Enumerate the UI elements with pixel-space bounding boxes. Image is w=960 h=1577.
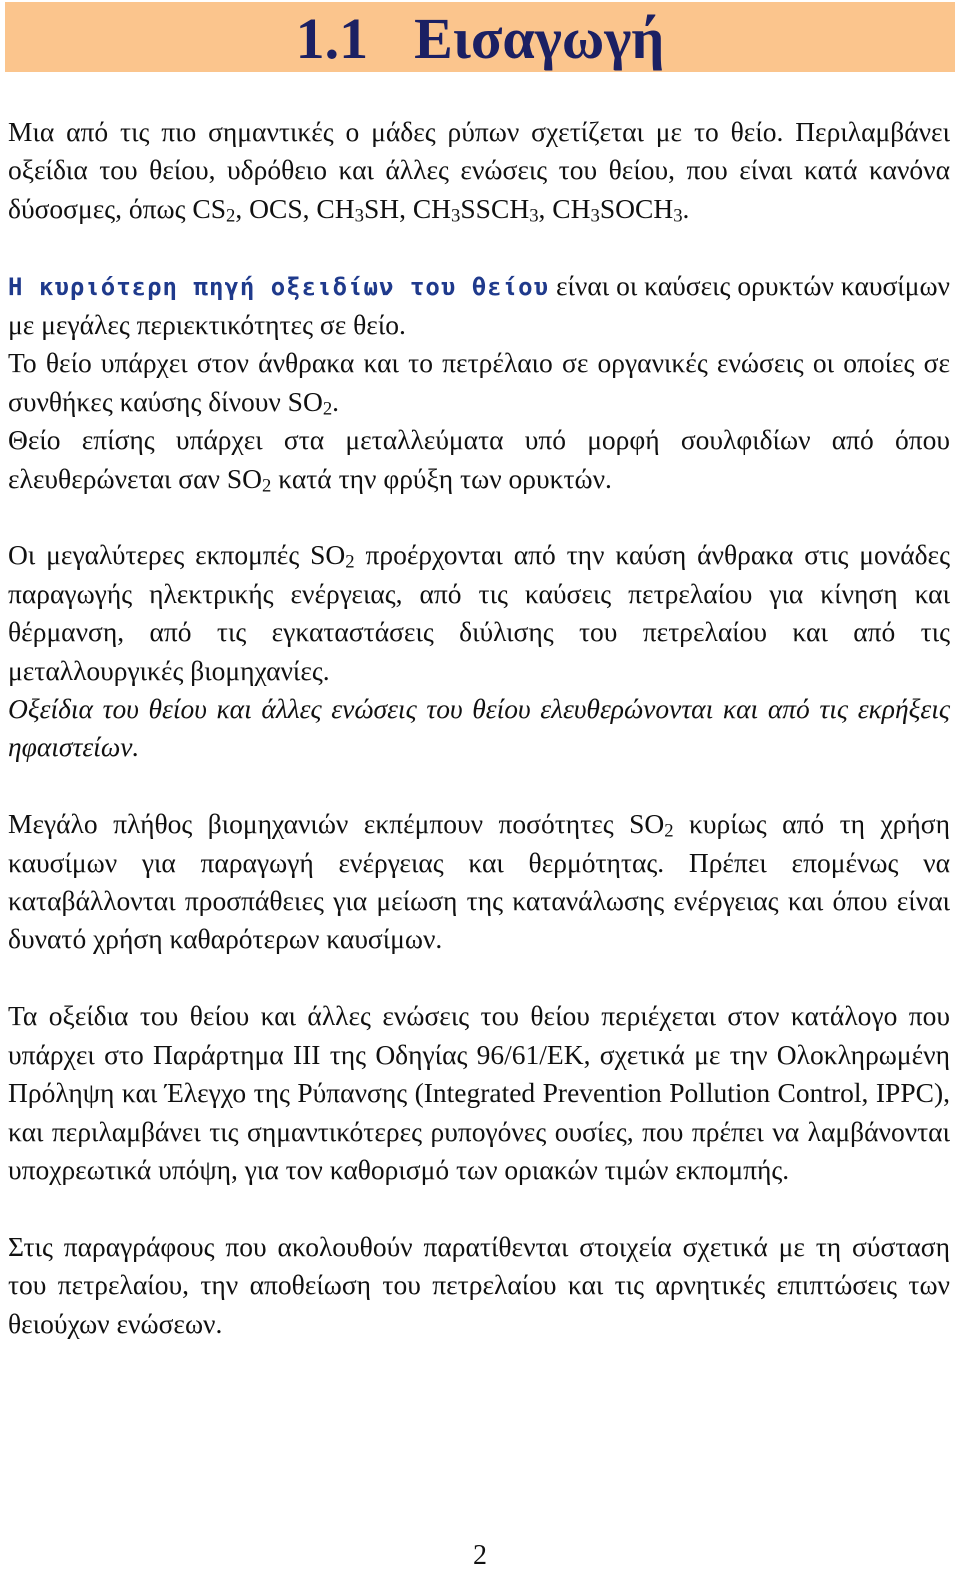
paragraph-3: Οι μεγαλύτερες εκπομπές $SO_2$ προέρχονται από την καύση άνθρακα στις μονάδες παραγωγής ηλεκτρικής ενέργειας, από τις καύσεις πετρελαίου για κίνηση και θέρμανση, από τις εγκαταστάσεις διύλισης του πετρελαίου και από τις μεταλλουργικές βιομηχανίες. xyxy=(8,539,950,686)
paragraph-gap xyxy=(8,767,950,805)
section-number: 1.1 xyxy=(295,6,369,71)
page-number: 2 xyxy=(473,1540,487,1571)
paragraph-5: Τα οξείδια του θείου και άλλες ενώσεις του θείου περιέχεται στον κατάλογο που υπάρχει στο Παράρτημα ΙΙΙ της Οδηγίας 96/61/ΕΚ, σχετικά με την Ολοκληρωμένη Πρόληψη και Έλεγχο της Ρύπανσης (Integrated Prevention Pollution Control, IPPC), και περιλαμβάνει τις σημαντικότερες ρυπογόνες ουσίες, που πρέπει να λαμβάνονται υποχρεωτικά υπόψη, για τον καθορισμό των οριακών τιμών εκπομπής. xyxy=(8,1000,950,1185)
section-title: Εισαγωγή xyxy=(414,6,665,71)
paragraph-2: Η κυριότερη πηγή οξειδίων του θείου είναι οι καύσεις ορυκτών καυσίμων με μεγάλες περιεκτικότητες σε θείο. xyxy=(8,269,950,341)
paragraph-4: Μεγάλο πλήθος βιομηχανιών εκπέμπουν ποσότητες $SO_2$ κυρίως από τη χρήση καυσίμων για παραγωγή ενέργειας και θερμότητας. Πρέπει επομένως να καταβάλλονται προσπάθειες για μείωση της κατανάλωσης ενέργειας και όπου είναι δυνατό χρήση καθαρότερων καυσίμων. xyxy=(8,808,950,955)
paragraph-gap xyxy=(8,228,950,266)
paragraph-2-line-3: Θείο επίσης υπάρχει στα μεταλλεύματα υπό μορφή σουλφιδίων από όπου ελευθερώνεται σαν $SO_2$ κατά την φρύξη των ορυκτών. xyxy=(8,424,950,496)
paragraph-gap xyxy=(8,1189,950,1227)
highlighted-phrase: Η κυριότερη πηγή οξειδίων του θείου xyxy=(8,272,550,301)
document-body xyxy=(8,113,950,1343)
paragraph-gap xyxy=(8,959,950,997)
paragraph-3-italic: Οξείδια του θείου και άλλες ενώσεις του θείου ελευθερώνονται και από τις εκρήξεις ηφαιστείων. xyxy=(8,693,950,763)
paragraph-6: Στις παραγράφους που ακολουθούν παρατίθενται στοιχεία σχετικά με τη σύσταση του πετρελαίου, την αποθείωση του πετρελαίου και τις αρνητικές επιπτώσεις των θειούχων ενώσεων. xyxy=(8,1230,950,1339)
section-heading xyxy=(0,2,960,72)
paragraph-gap xyxy=(8,498,950,536)
paragraph-2-line-2: Το θείο υπάρχει στον άνθρακα και το πετρέλαιο σε οργανικές ενώσεις οι οποίες σε συνθήκες καύσης δίνουν $SO_2$. xyxy=(8,347,950,420)
paragraph-1: Μια από τις πιο σημαντικές ο μάδες ρύπων σχετίζεται με το θείο. Περιλαμβάνει οξείδια του θείου, υδρόθειο και άλλες ενώσεις του θείου, που είναι κατά κανόνα δύσοσμες, όπως $CS_2$, OCS, $CH_3SH$, $CH_3SSCH_3$, $CH_3SOCH_3$. xyxy=(8,116,950,227)
